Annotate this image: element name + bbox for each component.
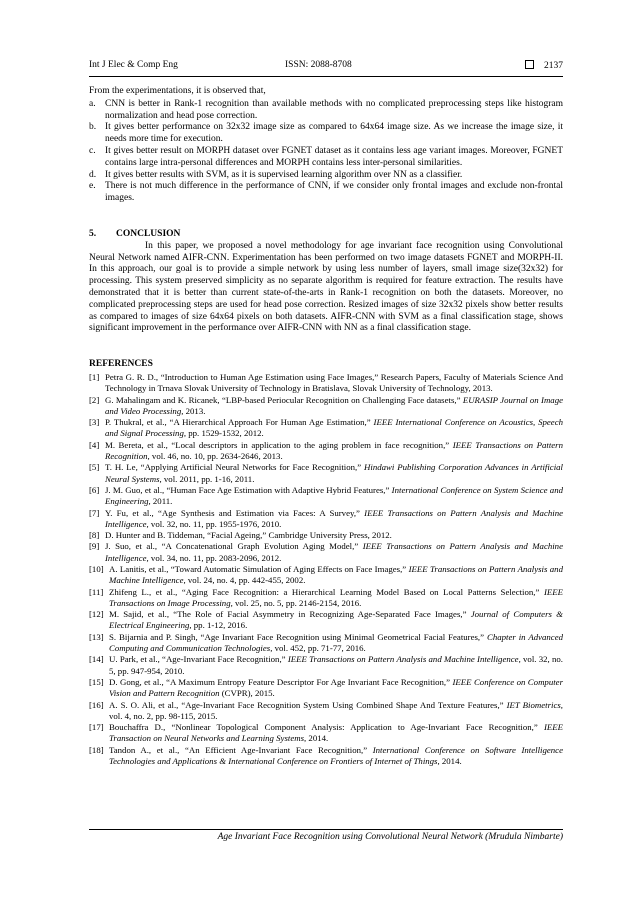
reference-text-ital: Journal of Computers & Electrical Engineering <box>109 609 563 631</box>
reference-item <box>89 609 563 632</box>
references-heading: REFERENCES <box>89 359 153 370</box>
observation-marker: d. <box>89 169 97 180</box>
issn: ISSN: 2088-8708 <box>285 60 352 70</box>
reference-text-pre: T. H. Le, “Applying Artificial Neural Networks for Face Recognition,” <box>105 462 365 473</box>
observation-text: CNN is better in Rank-1 recognition than available methods with no complicated preprocessing steps like histogram normalization and head pose correction. <box>105 98 563 121</box>
reference-item <box>89 745 563 768</box>
reference-text-post: , pp. 1-12, 2016. <box>189 620 248 631</box>
reference-item <box>89 440 563 463</box>
reference-text-ital: IEEE Transactions on Pattern Analysis and Machine Intelligence <box>105 541 563 563</box>
reference-text-post: , vol. 34, no. 11, pp. 2083-2096, 2012. <box>146 552 282 563</box>
reference-text-ital: IEEE Transactions on Image Processing <box>109 586 563 608</box>
reference-item <box>89 395 563 418</box>
observation-item <box>89 122 563 146</box>
page-number: 2137 <box>544 61 563 71</box>
reference-number: [4] <box>89 439 100 450</box>
reference-text-pre: D. Hunter and B. Tiddeman, “Facial Ageing,” Cambridge University Press, 2012. <box>105 530 392 541</box>
reference-text-post: , 2014. <box>437 756 462 767</box>
observations-list <box>89 99 563 205</box>
observations-intro: From the experimentations, it is observed that, <box>89 86 266 96</box>
observation-item <box>89 181 563 205</box>
reference-number: [17] <box>89 722 104 733</box>
reference-text-pre: Zhifeng L., et al., “Aging Face Recognition: a Hierarchical Learning Model Based on Local Patterns Selection,” <box>109 586 544 597</box>
reference-item <box>89 541 563 564</box>
reference-text-post: , pp. 1529-1532, 2012. <box>183 428 264 439</box>
reference-item <box>89 372 563 395</box>
reference-text-ital: International Conference on System Science and Engineering <box>105 484 564 507</box>
observation-text: There is not much difference in the performance of CNN, if we consider only frontal images and exclude non-frontal images. <box>105 181 563 204</box>
reference-text-pre: Tandon A., et al., “An Efficient Age-Invariant Face Recognition,” <box>109 744 373 755</box>
reference-number: [18] <box>89 744 104 755</box>
reference-number: [15] <box>89 676 104 687</box>
reference-text-pre: M. Bereta, et al., “Local descriptors in application to the aging problem in face recognition,” <box>105 439 453 450</box>
reference-item <box>89 530 563 541</box>
reference-item <box>89 632 563 655</box>
observation-item <box>89 146 563 170</box>
reference-text-post: , vol. 2011, pp. 1-16, 2011. <box>159 473 255 484</box>
reference-text-ital: Hindawi Publishing Corporation Advances in Artificial Neural Systems <box>105 462 563 484</box>
observation-marker: a. <box>89 98 96 109</box>
reference-text-pre: D. Gong, et al., “A Maximum Entropy Feature Descriptor For Age Invariant Face Recognition,” <box>109 676 453 687</box>
reference-item <box>89 722 563 745</box>
reference-text-pre: S. Bijarnia and P. Singh, “Age Invariant Face Recognition using Minimal Geometrical Facial Features,” <box>109 631 487 642</box>
page-body <box>89 86 563 767</box>
reference-number: [11] <box>89 586 104 597</box>
reference-number: [5] <box>89 462 100 473</box>
reference-number: [3] <box>89 417 100 428</box>
section-heading-conclusion <box>89 229 563 241</box>
reference-number: [13] <box>89 631 104 642</box>
reference-text-pre: P. Thukral, et al., “A Hierarchical Approach For Human Age Estimation,” <box>105 417 374 428</box>
observation-item <box>89 99 563 123</box>
observation-marker: e. <box>89 181 96 192</box>
reference-text-post: (CVPR), 2015. <box>219 688 275 699</box>
reference-text-ital: IEEE Conference on Computer Vision and Pattern Recognition <box>109 676 563 699</box>
reference-text-post: , vol. 32, no. 11, pp. 1955-1976, 2010. <box>146 518 282 529</box>
reference-text-ital: IEEE Transactions on Pattern Analysis and Machine Intelligence <box>287 654 519 665</box>
reference-number: [6] <box>89 484 100 495</box>
page-number-group <box>525 60 563 71</box>
footer-rule <box>89 829 563 830</box>
reference-text-pre: A. S. O. Ali, et al., “Age-Invariant Face Recognition System Using Combined Shape And Texture Features,” <box>109 699 507 710</box>
reference-text-ital: IET Biometrics <box>506 699 561 710</box>
reference-text-pre: Bouchaffra D., “Nonlinear Topological Component Analysis: Application to Age-Invariant Face Recognition,” <box>109 722 544 733</box>
reference-item <box>89 564 563 587</box>
reference-text-ital: IEEE Transactions on Pattern Analysis and Machine Intelligence <box>109 563 563 586</box>
reference-number: [14] <box>89 654 104 665</box>
reference-text-pre: Petra G. R. D., “Introduction to Human Age Estimation using Face Images,” Research Papers, Faculty of Materials Science And Technology in Trnava Slovak University of Technology in Bratislava, Slovak University of Technology, 2013. <box>105 371 563 394</box>
reference-number: [2] <box>89 394 100 405</box>
reference-text-post: , vol. 25, no. 5, pp. 2146-2154, 2016. <box>230 597 362 608</box>
reference-text-pre: U. Park, et al., “Age-Invariant Face Recognition,” <box>109 654 288 665</box>
observation-marker: b. <box>89 122 97 133</box>
reference-number: [9] <box>89 541 100 552</box>
reference-number: [1] <box>89 371 100 382</box>
reference-text-post: , vol. 4, no. 2, pp. 98-115, 2015. <box>109 699 563 721</box>
observation-text: It gives better results with SVM, as it is supervised learning algorithm over NN as a classifier. <box>105 169 463 180</box>
header-rule <box>89 76 563 77</box>
reference-text-post: , vol. 24, no. 4, pp. 442-455, 2002. <box>183 575 306 586</box>
reference-text-pre: G. Mahalingam and K. Ricanek, “LBP-based Periocular Recognition on Challenging Face datasets,” <box>105 394 463 405</box>
section-title: CONCLUSION <box>116 228 181 239</box>
reference-item <box>89 462 563 485</box>
reference-text-post: , vol. 32, no. 5, pp. 947-954, 2010. <box>109 654 564 676</box>
reference-item <box>89 654 563 677</box>
references-list <box>89 372 563 767</box>
reference-text-ital: IEEE Transactions on Pattern Recognition <box>105 439 563 462</box>
reference-text-pre: A. Lanitis, et al., “Toward Automatic Simulation of Aging Effects on Face Images,” <box>109 563 409 574</box>
observation-marker: c. <box>89 145 96 156</box>
reference-number: [16] <box>89 699 104 710</box>
running-header <box>89 60 563 74</box>
conclusion-paragraph: In this paper, we proposed a novel methodology for age invariant face recognition using Convolutional Neural Network named AIFR-CNN. Experimentation has been performed on two image datasets FGNET and MORPH-II. In this approach, our goal is to provide a simple network by using less number of layers, small image size(32x32) for processing. This system preserved simplicity as no separate algorithm is required for feature extraction. The results have demonstrated that it is better than current state-of-the-arts in Rank-1 recognition on both the datasets. Moreover, no complicated preprocessing steps are used for head pose correction. Resized images of size 32x32 pixels show better results as compared to images of size 64x64 pixels on both datasets. AIFR-CNN with SVM as a final classification stage, shows significant improvement in the performance over AIFR-CNN with NN as a final classification stage. <box>89 240 563 334</box>
observation-text: It gives better result on MORPH dataset over FGNET dataset as it contains less age variant images. Moreover, FGNET contains large intra-personal differences and MORPH contains less inter-personal similarities. <box>105 145 563 168</box>
reference-item <box>89 587 563 610</box>
reference-text-post: , vol. 46, no. 10, pp. 2634-2646, 2013. <box>147 451 283 462</box>
reference-number: [12] <box>89 609 104 620</box>
checkbox-square-icon <box>525 60 534 69</box>
reference-text-post: , 2011. <box>148 496 173 507</box>
reference-number: [10] <box>89 563 104 574</box>
reference-text-ital: EURASIP Journal on Image and Video Processing <box>105 394 563 416</box>
reference-item <box>89 485 563 508</box>
observation-text: It gives better performance on 32x32 image size as compared to 64x64 image size. As we increase the image size, it needs more time for execution. <box>105 122 563 145</box>
observation-item <box>89 170 563 182</box>
reference-text-pre: J. Suo, et al., “A Concatenational Graph Evolution Aging Model,” <box>105 541 363 552</box>
reference-text-pre: J. M. Guo, et al., “Human Face Age Estimation with Adaptive Hybrid Features,” <box>105 484 392 495</box>
reference-item <box>89 677 563 700</box>
reference-text-ital: IEEE Transaction on Neural Networks and Learning Systems <box>109 722 563 744</box>
reference-item <box>89 700 563 723</box>
reference-text-pre: Y. Fu, et al., “Age Synthesis and Estimation via Faces: A Survey,” <box>105 507 365 518</box>
reference-text-post: , 2014. <box>304 733 329 744</box>
running-footer: Age Invariant Face Recognition using Convolutional Neural Network (Mrudula Nimbarte) <box>217 832 563 842</box>
reference-text-ital: Chapter in Advanced Computing and Communication Technologies <box>109 631 563 654</box>
reference-text-ital: International Conference on Software Intelligence Technologies and Applications & International Conference on Frontiers of Internet of Things <box>109 744 563 767</box>
reference-number: [7] <box>89 507 100 518</box>
reference-text-post: , vol. 452, pp. 71-77, 2016. <box>270 643 366 654</box>
reference-item <box>89 417 563 440</box>
reference-number: [8] <box>89 530 100 541</box>
reference-text-post: , 2013. <box>181 405 206 416</box>
reference-text-pre: M. Sajid, et al., “The Role of Facial Asymmetry in Recognizing Age-Separated Face Images,” <box>109 609 471 620</box>
section-number: 5. <box>89 228 97 239</box>
journal-name: Int J Elec & Comp Eng <box>89 60 178 70</box>
reference-item <box>89 508 563 531</box>
reference-text-ital: IEEE International Conference on Acoustics, Speech and Signal Processing <box>105 417 563 439</box>
reference-text-ital: IEEE Transactions on Pattern Analysis and Machine Intelligence <box>105 507 563 529</box>
